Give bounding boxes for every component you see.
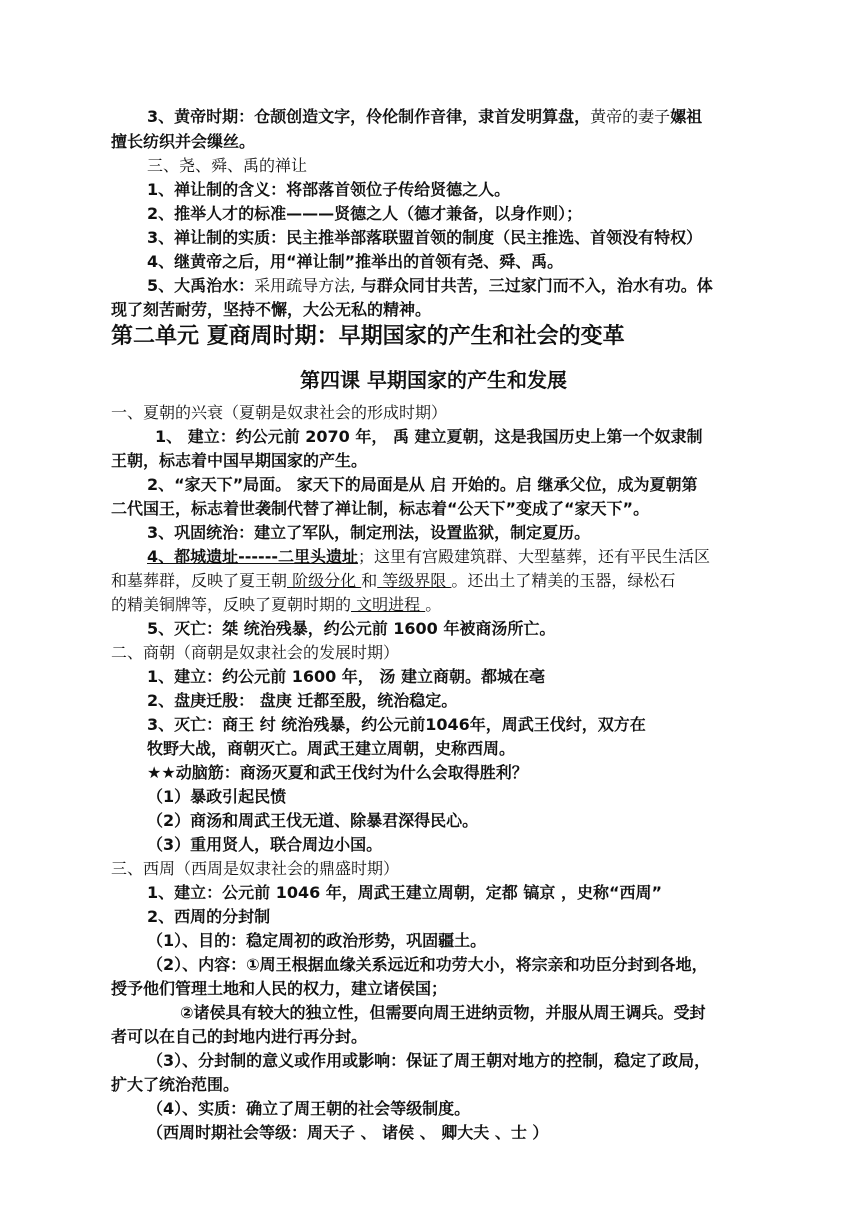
text-line: 授予他们管理土地和人民的权力，建立诸侯国； — [111, 979, 448, 998]
text-line: （3）、分封制的意义或作用或影响：保证了周王朝对地方的控制，稳定了政局， — [147, 1051, 711, 1070]
text-line: 二代国王，标志着世袭制代替了禅让制，标志着“公天下”变成了“家天下”。 — [111, 499, 650, 518]
text-line — [111, 570, 675, 592]
text-run: 嫘祖 — [670, 107, 703, 126]
blank-answer: 文明进程 — [351, 595, 426, 614]
text-line: 王朝，标志着中国早期国家的产生。 — [111, 451, 368, 470]
text-line — [147, 106, 702, 128]
list-item: （3）重用贤人，联合周边小国。 — [147, 835, 383, 854]
text-run: 的精美铜牌等，反映了夏朝时期的 — [111, 595, 352, 614]
text-run: 和墓葬群，反映了夏王朝 — [111, 571, 288, 590]
text-line: 2、西周的分封制 — [147, 907, 271, 926]
text-line: 擅长纺织并会缫丝。 — [111, 132, 256, 151]
text-line: 2、盘庚迁殷： 盘庚 迁都至殷，统治稳定。 — [147, 691, 458, 710]
text-line: 2、“家天下”局面。 家天下的局面是从 启 开始的。启 继承父位，成为夏朝第 — [147, 475, 698, 494]
blank-answer: 阶级分化 — [287, 571, 362, 590]
text-line: 1、禅让制的含义：将部落首领位子传给贤德之人。 — [147, 180, 511, 199]
section-heading: 二、商朝（商朝是奴隶社会的发展时期） — [111, 643, 400, 662]
text-line: 现了刻苦耐劳，坚持不懈，大公无私的精神。 — [111, 300, 432, 319]
unit-title: 第二单元 夏商周时期：早期国家的产生和社会的变革 — [111, 324, 625, 349]
text-line: 1、 建立：约公元前 2070 年， 禹 建立夏朝，这是我国历史上第一个奴隶制 — [155, 427, 703, 446]
text-line: 3、巩固统治：建立了军队，制定刑法，设置监狱，制定夏历。 — [147, 523, 591, 542]
text-run: ；这里有宫殿建筑群、大型墓葬，还有平民生活区 — [357, 547, 710, 566]
section-heading: 三、尧、舜、禹的禅让 — [147, 156, 308, 175]
text-line: ②诸侯具有较大的独立性，但需要向周王进纳贡物，并服从周王调兵。受封 — [180, 1003, 706, 1022]
text-line: ★★动脑筋：商汤灭夏和武王伐纣为什么会取得胜利？ — [147, 763, 528, 782]
text-line: 3、灭亡：商王 纣 统治残暴，约公元前1046年，周武王伐纣，双方在 — [147, 715, 646, 734]
list-item: （2）商汤和周武王伐无道、除暴君深得民心。 — [147, 811, 479, 830]
text-run: 。还出土了精美的玉器，绿松石 — [451, 571, 676, 590]
list-item: （1）暴政引起民愤 — [147, 787, 287, 806]
text-run: 5、大禹治水： — [147, 276, 255, 295]
text-line: （2）、内容：①周王根据血缘关系远近和功劳大小，将宗亲和功臣分封到各地， — [147, 955, 708, 974]
text-run: 4、都城遗址------二里头遗址 — [147, 547, 358, 566]
section-heading: 三、西周（西周是奴隶社会的鼎盛时期） — [111, 859, 400, 878]
text-run: 。 — [425, 595, 442, 614]
text-line: 者可以在自己的封地内进行再分封。 — [111, 1027, 368, 1046]
text-line: 4、继黄帝之后，用“禅让制”推举出的首领有尧、舜、禹。 — [147, 252, 564, 271]
section-heading: 一、夏朝的兴衰（夏朝是奴隶社会的形成时期） — [111, 403, 448, 422]
text-line: 扩大了统治范围。 — [111, 1075, 240, 1094]
text-line — [147, 275, 713, 297]
text-line: 1、建立：约公元前 1600 年， 汤 建立商朝。都城在亳 — [147, 667, 545, 686]
text-line — [111, 594, 441, 616]
blank-answer: 等级界限 — [377, 571, 452, 590]
text-line: 5、灭亡：桀 统治残暴，约公元前 1600 年被商汤所亡。 — [147, 619, 556, 638]
text-line: 3、禅让制的实质：民主推举部落联盟首领的制度（民主推选、首领没有特权） — [147, 228, 703, 247]
text-run: 采用疏导方法, — [254, 276, 356, 295]
text-line: （4）、实质：确立了周王朝的社会等级制度。 — [147, 1099, 471, 1118]
text-line — [147, 546, 710, 568]
text-line: （1）、目的：稳定周初的政治形势，巩固疆土。 — [147, 931, 487, 950]
text-run: 黄帝的妻子 — [590, 107, 671, 126]
text-run: 3、黄帝时期：仓颉创造文字，伶伦制作音律，隶首发明算盘， — [147, 107, 591, 126]
text-line: 牧野大战，商朝灭亡。周武王建立周朝，史称西周。 — [147, 739, 516, 758]
text-line: 1、建立：公元前 1046 年，周武王建立周朝，定都 镐京 ，史称“西周” — [147, 883, 662, 902]
lesson-title: 第四课 早期国家的产生和发展 — [300, 368, 567, 392]
text-line: 2、推举人才的标准———贤德之人（德才兼备，以身作则）； — [147, 204, 583, 223]
text-run: 和 — [361, 571, 378, 590]
text-line: （西周时期社会等级：周天子 、 诸侯 、 卿大夫 、士 ） — [147, 1123, 549, 1142]
text-run: 与群众同甘共苦，三过家门而不入，治水有功。体 — [355, 276, 713, 295]
